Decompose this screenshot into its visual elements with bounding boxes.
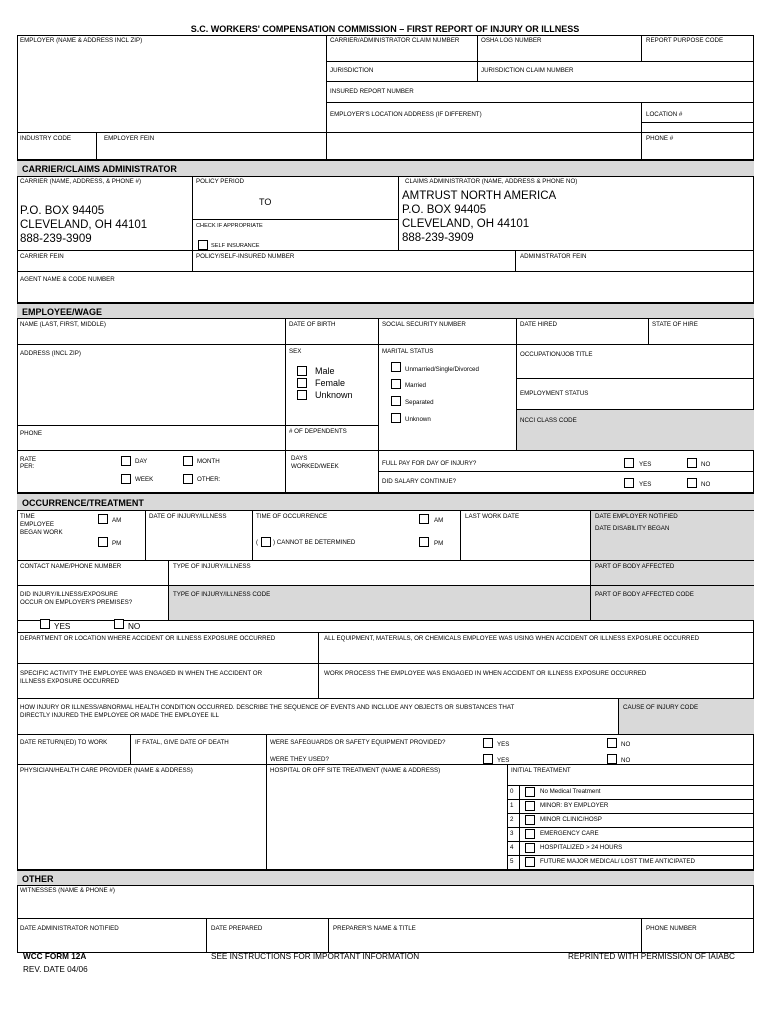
- divider: [17, 176, 754, 177]
- divider: [641, 102, 642, 159]
- work-process-label: WORK PROCESS THE EMPLOYEE WAS ENGAGED IN WHEN ACCIDENT OR ILLNESS EXPOSURE OCCURRED: [324, 670, 647, 677]
- divider: [17, 450, 754, 451]
- divider: [285, 450, 286, 492]
- employer-fein-label: EMPLOYER FEIN: [104, 135, 155, 142]
- per-week-label: WEEK: [135, 476, 154, 483]
- location-no-label: LOCATION #: [646, 111, 683, 118]
- marital-status-label: MARITAL STATUS: [382, 348, 434, 355]
- reprinted-note: REPRINTED WITH PERMISSION OF IAIABC: [568, 952, 735, 961]
- employer-location-label: EMPLOYER'S LOCATION ADDRESS (IF DIFFERENT): [330, 111, 482, 118]
- full-pay-no-label: NO: [701, 461, 711, 468]
- department-label: DEPARTMENT OR LOCATION WHERE ACCIDENT OR ILLNESS EXPOSURE OCCURRED: [20, 635, 276, 642]
- carrier-heading: CARRIER/CLAIMS ADMINISTRATOR: [22, 164, 177, 174]
- date-prepared-label: DATE PREPARED: [211, 925, 263, 932]
- divider: [648, 318, 649, 344]
- safeguards-yes-checkbox[interactable]: [483, 738, 493, 748]
- occupation-label: OCCUPATION/JOB TITLE: [520, 351, 593, 358]
- per-month-label: MONTH: [197, 458, 220, 465]
- time-began-label: TIME: [20, 513, 35, 520]
- per-label: PER:: [20, 463, 35, 470]
- treatment-label: MINOR: BY EMPLOYER: [540, 802, 609, 809]
- equipment-label: ALL EQUIPMENT, MATERIALS, OR CHEMICALS EMPLOYEE WAS USING WHEN ACCIDENT OR ILLNESS EXPOSURE OCCURRED: [324, 635, 700, 642]
- employer-name-label: EMPLOYER (NAME & ADDRESS INCL ZIP): [20, 37, 143, 44]
- safeguards-no-label: NO: [621, 741, 631, 748]
- began-pm-label: PM: [112, 540, 122, 547]
- began-am-checkbox[interactable]: [98, 514, 108, 524]
- treatment-code: 4: [510, 844, 514, 851]
- contact-label: CONTACT NAME/PHONE NUMBER: [20, 563, 122, 570]
- self-insurance-label: SELF INSURANCE: [211, 243, 260, 249]
- cannot-determine-checkbox[interactable]: [261, 537, 271, 547]
- divider: [17, 734, 754, 735]
- began-am-label: AM: [112, 517, 122, 524]
- worked-week-label: WORKED/WEEK: [291, 463, 339, 470]
- salary-continue-yes-label: YES: [639, 481, 652, 488]
- treatment-label: MINOR CLINIC/HOSP: [540, 816, 602, 823]
- treatment-label: FUTURE MAJOR MEDICAL/ LOST TIME ANTICIPATED: [540, 858, 695, 865]
- other-heading: OTHER: [22, 874, 54, 884]
- treatment-code: 5: [510, 858, 514, 865]
- employment-status-label: EMPLOYMENT STATUS: [520, 390, 589, 397]
- used-yes-checkbox[interactable]: [483, 754, 493, 764]
- used-yes-label: YES: [497, 757, 510, 764]
- divider: [17, 271, 754, 272]
- divider: [17, 698, 754, 699]
- divider: [17, 425, 378, 426]
- occurrence-heading: OCCURRENCE/TREATMENT: [22, 498, 144, 508]
- divider: [266, 734, 267, 869]
- treatment-checkbox[interactable]: [525, 801, 535, 811]
- date-hired-label: DATE HIRED: [520, 321, 558, 328]
- divider: [17, 663, 754, 664]
- divider: [477, 35, 478, 81]
- treatment-checkbox[interactable]: [525, 843, 535, 853]
- divider: [17, 132, 754, 133]
- sex-male-label: Male: [315, 366, 335, 376]
- divider: [145, 510, 146, 560]
- used-label: WERE THEY USED?: [270, 756, 329, 763]
- divider: [326, 81, 754, 82]
- occurrence-pm-checkbox[interactable]: [419, 537, 429, 547]
- premises-no-label: NO: [128, 622, 141, 631]
- divider: [318, 632, 319, 698]
- divider: [96, 132, 97, 159]
- date-returned-label: DATE RETURN(ED) TO WORK: [20, 739, 108, 746]
- divider: [641, 918, 642, 953]
- occurrence-am-label: AM: [434, 517, 444, 524]
- treatment-checkbox[interactable]: [525, 857, 535, 867]
- date-employer-notified-label: DATE EMPLOYER NOTIFIED: [595, 513, 678, 520]
- divider: [17, 585, 754, 586]
- divider: [17, 318, 754, 319]
- treatment-code: 2: [510, 816, 514, 823]
- rate-label: RATE: [20, 456, 37, 463]
- treatment-label: No Medical Treatment: [540, 788, 601, 795]
- salary-continue-no-label: NO: [701, 481, 711, 488]
- treatment-checkbox[interactable]: [525, 815, 535, 825]
- marital-unmarried-label: Unmarried/Single/Divorced: [405, 366, 479, 373]
- began-pm-checkbox[interactable]: [98, 537, 108, 547]
- safeguards-no-checkbox[interactable]: [607, 738, 617, 748]
- marital-unknown-checkbox[interactable]: [391, 413, 401, 423]
- used-no-label: NO: [621, 757, 631, 764]
- divider: [17, 510, 754, 511]
- safeguards-label: WERE SAFEGUARDS OR SAFETY EQUIPMENT PROVIDED?: [270, 739, 446, 746]
- per-other-label: OTHER:: [197, 476, 221, 483]
- marital-unknown-label: Unknown: [405, 416, 431, 423]
- sex-female-label: Female: [315, 378, 346, 388]
- carrier-label: CARRIER (NAME, ADDRESS, & PHONE #): [20, 178, 142, 185]
- divider: [460, 510, 461, 560]
- admin-name: AMTRUST NORTH AMERICA: [402, 190, 557, 202]
- admin-phone: 888-239-3909: [402, 232, 474, 244]
- safeguards-yes-label: YES: [497, 741, 510, 748]
- osha-log-label: OSHA LOG NUMBER: [481, 37, 542, 44]
- divider: [515, 250, 516, 271]
- salary-continue-label: DID SALARY CONTINUE?: [382, 478, 457, 485]
- divider: [378, 318, 379, 450]
- policy-number-label: POLICY/SELF-INSURED NUMBER: [196, 253, 295, 260]
- divider: [519, 785, 520, 869]
- phone-label: PHONE: [20, 430, 43, 437]
- fatal-label: IF FATAL, GIVE DATE OF DEATH: [135, 739, 229, 746]
- activity-label: SPECIFIC ACTIVITY THE EMPLOYEE WAS ENGAGED IN WHEN THE ACCIDENT OR: [20, 670, 263, 677]
- divider: [206, 918, 207, 953]
- how-occurred-label: HOW INJURY OR ILLNESS/ABNORMAL HEALTH CONDITION OCCURRED. DESCRIBE THE SEQUENCE OF EVENTS AND INCLUDE ANY OBJECTS OR SUBSTANCES THAT: [20, 704, 515, 711]
- sex-label: SEX: [289, 348, 302, 355]
- occurrence-pm-label: PM: [434, 540, 444, 547]
- phone-no-label: PHONE #: [646, 135, 674, 142]
- form-title: S.C. WORKERS' COMPENSATION COMMISSION – FIRST REPORT OF INJURY OR ILLNESS: [190, 24, 580, 34]
- report-purpose-label: REPORT PURPOSE CODE: [646, 37, 724, 44]
- marital-separated-checkbox[interactable]: [391, 396, 401, 406]
- divider: [516, 318, 517, 450]
- admin-address-line: CLEVELAND, OH 44101: [402, 218, 530, 230]
- treatment-code: 3: [510, 830, 514, 837]
- type-injury-code-label: TYPE OF INJURY/ILLNESS CODE: [173, 591, 271, 598]
- employee-heading: EMPLOYEE/WAGE: [22, 307, 103, 317]
- time-occurrence-label: TIME OF OCCURRENCE: [256, 513, 328, 520]
- industry-code-label: INDUSTRY CODE: [20, 135, 71, 142]
- divider: [326, 61, 754, 62]
- divider: [618, 698, 619, 734]
- dependents-label: # OF DEPENDENTS: [289, 428, 347, 435]
- occurrence-section-header: [17, 492, 754, 510]
- carrier-phone: 888-239-3909: [20, 233, 92, 245]
- divider: [130, 734, 131, 764]
- cause-code-label: CAUSE OF INJURY CODE: [623, 704, 699, 711]
- divider: [17, 344, 754, 345]
- divider: [326, 102, 754, 103]
- carrier-claim-number-label: CARRIER/ADMINISTRATOR CLAIM NUMBER: [330, 37, 460, 44]
- check-if-appropriate-label: CHECK IF APPROPRIATE: [196, 223, 263, 229]
- divider: [507, 813, 754, 814]
- marital-married-checkbox[interactable]: [391, 379, 401, 389]
- divider: [507, 855, 754, 856]
- divider: [326, 35, 327, 159]
- self-insurance-checkbox[interactable]: [198, 240, 208, 250]
- date-injury-label: DATE OF INJURY/ILLNESS: [149, 513, 227, 520]
- premises-yes-label: YES: [54, 622, 71, 631]
- divider: [507, 785, 754, 786]
- carrier-address-line: CLEVELAND, OH 44101: [20, 219, 148, 231]
- state-hire-label: STATE OF HIRE: [652, 321, 698, 328]
- type-injury-label: TYPE OF INJURY/ILLNESS: [173, 563, 251, 570]
- cannot-determine-label: ) CANNOT BE DETERMINED: [273, 539, 356, 546]
- part-body-label: PART OF BODY AFFECTED: [595, 563, 675, 570]
- initial-treatment-label: INITIAL TREATMENT: [511, 767, 571, 774]
- occurrence-am-checkbox[interactable]: [419, 514, 429, 524]
- premises-label: OCCUR ON EMPLOYER'S PREMISES?: [20, 599, 133, 606]
- treatment-label: EMERGENCY CARE: [540, 830, 599, 837]
- employee-name-label: NAME (LAST, FIRST, MIDDLE): [20, 321, 106, 328]
- divider: [17, 632, 754, 633]
- divider: [192, 219, 398, 220]
- phone-number-label: PHONE NUMBER: [646, 925, 697, 932]
- premises-label: DID INJURY/ILLNESS/EXPOSURE: [20, 591, 118, 598]
- witnesses-label: WITNESSES (NAME & PHONE #): [20, 887, 115, 894]
- divider: [285, 318, 286, 450]
- last-work-date-label: LAST WORK DATE: [465, 513, 520, 520]
- activity-label: ILLNESS EXPOSURE OCCURRED: [20, 678, 120, 685]
- insured-report-label: INSURED REPORT NUMBER: [330, 88, 414, 95]
- time-began-label: EMPLOYEE: [20, 521, 55, 528]
- time-began-label: BEGAN WORK: [20, 529, 63, 536]
- carrier-fein-label: CARRIER FEIN: [20, 253, 64, 260]
- divider: [507, 799, 754, 800]
- hospital-label: HOSPITAL OR OFF SITE TREATMENT (NAME & ADDRESS): [270, 767, 441, 774]
- jurisdiction-label: JURISDICTION: [330, 67, 374, 74]
- address-label: ADDRESS (INCL ZIP): [20, 350, 81, 357]
- treatment-checkbox[interactable]: [525, 829, 535, 839]
- divider: [17, 560, 754, 561]
- divider: [516, 409, 754, 410]
- full-pay-label: FULL PAY FOR DAY OF INJURY?: [382, 460, 477, 467]
- agent-label: AGENT NAME & CODE NUMBER: [20, 276, 115, 283]
- divider: [328, 918, 329, 953]
- divider: [17, 764, 754, 765]
- treatment-checkbox[interactable]: [525, 787, 535, 797]
- form-number: WCC FORM 12A: [23, 952, 87, 961]
- cannot-determine-open: (: [256, 539, 259, 546]
- preparer-label: PREPARER'S NAME & TITLE: [333, 925, 416, 932]
- divider: [192, 176, 193, 271]
- treatment-code: 1: [510, 802, 514, 809]
- divider: [507, 827, 754, 828]
- policy-period-label: POLICY PERIOD: [196, 178, 245, 185]
- instructions-note: SEE INSTRUCTIONS FOR IMPORTANT INFORMATION: [211, 952, 420, 961]
- jurisdiction-claim-label: JURISDICTION CLAIM NUMBER: [481, 67, 574, 74]
- per-week-checkbox[interactable]: [121, 474, 131, 484]
- per-month-checkbox[interactable]: [183, 456, 193, 466]
- divider: [641, 35, 642, 61]
- ncci-class-code-label: NCCI CLASS CODE: [520, 417, 577, 424]
- full-pay-yes-checkbox[interactable]: [624, 458, 634, 468]
- premises-yes-checkbox[interactable]: [40, 619, 50, 629]
- carrier-section-header: [17, 159, 754, 176]
- policy-period-to: TO: [259, 197, 272, 207]
- divider: [168, 560, 169, 620]
- admin-fein-label: ADMINISTRATOR FEIN: [520, 253, 587, 260]
- date-disability-label: DATE DISABILITY BEGAN: [595, 525, 670, 532]
- treatment-code: 0: [510, 788, 514, 795]
- marital-unmarried-checkbox[interactable]: [391, 362, 401, 372]
- divider: [17, 885, 754, 886]
- ncci-shaded-area: [516, 409, 754, 450]
- days-label: DAYS: [291, 455, 308, 462]
- per-day-label: DAY: [135, 458, 148, 465]
- salary-continue-yes-checkbox[interactable]: [624, 478, 634, 488]
- date-admin-notified-label: DATE ADMINISTRATOR NOTIFIED: [20, 925, 119, 932]
- per-day-checkbox[interactable]: [121, 456, 131, 466]
- divider: [590, 510, 591, 620]
- marital-separated-label: Separated: [405, 399, 434, 406]
- marital-married-label: Married: [405, 382, 426, 389]
- divider: [252, 510, 253, 560]
- other-section-header: [17, 869, 754, 885]
- ssn-label: SOCIAL SECURITY NUMBER: [382, 321, 466, 328]
- part-body-code-label: PART OF BODY AFFECTED CODE: [595, 591, 694, 598]
- employee-section-header: [17, 302, 754, 318]
- full-pay-yes-label: YES: [639, 461, 652, 468]
- premises-no-checkbox[interactable]: [114, 619, 124, 629]
- treatment-label: HOSPITALIZED > 24 HOURS: [540, 844, 623, 851]
- full-pay-no-checkbox[interactable]: [687, 458, 697, 468]
- claims-admin-label: CLAIMS ADMINISTRATOR (NAME, ADDRESS & PHONE NO): [405, 178, 578, 185]
- divider: [378, 471, 754, 472]
- divider: [507, 764, 508, 869]
- how-occurred-label: DIRECTLY INJURED THE EMPLOYEE OR MADE THE EMPLOYEE ILL: [20, 712, 219, 719]
- divider: [507, 841, 754, 842]
- used-no-checkbox[interactable]: [607, 754, 617, 764]
- sex-female-checkbox[interactable]: [297, 378, 307, 388]
- divider: [641, 122, 754, 123]
- rev-date: REV. DATE 04/06: [23, 965, 88, 974]
- sex-unknown-checkbox[interactable]: [297, 390, 307, 400]
- physician-label: PHYSICIAN/HEALTH CARE PROVIDER (NAME & ADDRESS): [20, 767, 193, 774]
- admin-address-line: P.O. BOX 94405: [402, 204, 487, 216]
- sex-male-checkbox[interactable]: [297, 366, 307, 376]
- per-other-checkbox[interactable]: [183, 474, 193, 484]
- salary-continue-no-checkbox[interactable]: [687, 478, 697, 488]
- dob-label: DATE OF BIRTH: [289, 321, 336, 328]
- carrier-address-line: P.O. BOX 94405: [20, 205, 105, 217]
- divider: [17, 918, 754, 919]
- divider: [398, 176, 399, 250]
- divider: [17, 620, 754, 621]
- divider: [17, 250, 754, 251]
- sex-unknown-label: Unknown: [315, 390, 353, 400]
- divider: [516, 378, 754, 379]
